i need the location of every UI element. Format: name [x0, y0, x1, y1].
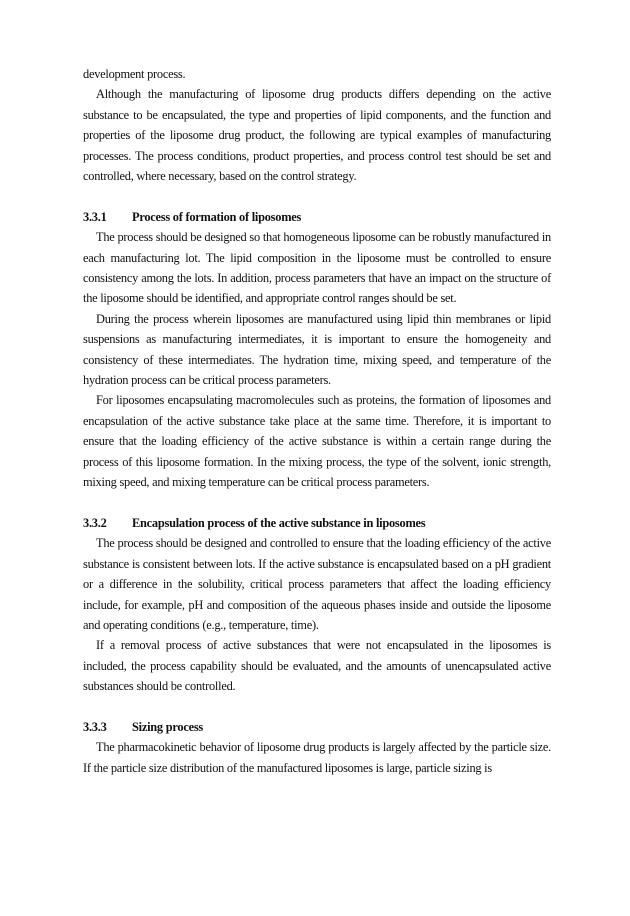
section-number: 3.3.1 — [83, 209, 107, 224]
intro-paragraph-continued: development process. — [83, 67, 186, 81]
section-3-3-1-paragraph-1: The process should be designed so that homogeneous liposome can be robustly manufactured in each manufacturing lot. The lipid composition in the liposome must be controlled to ensure consistency among the lots. In addition, process parameters that have an impact on the structure of the liposome should be identified, and appropriate control ranges should be set. — [83, 230, 551, 306]
section-heading-3-3-2 — [83, 513, 551, 533]
document-page — [83, 64, 551, 778]
section-heading-3-3-1 — [83, 207, 551, 227]
section-heading-3-3-3 — [83, 717, 551, 737]
section-3-3-1-paragraph-2: During the process wherein liposomes are manufactured using lipid thin membranes or lipid suspensions as manufacturing intermediates, it is important to ensure the homogeneity and consistency of these intermediates. The hydration time, mixing speed, and temperature of the hydration process can be critical process parameters. — [83, 311, 551, 388]
intro-paragraph: Although the manufacturing of liposome drug products differs depending on the active substance to be encapsulated, the type and properties of lipid components, and the function and properties of the liposome drug product, the following are typical examples of manufacturing processes. The process conditions, product properties, and process control test should be set and controlled, where necessary, based on the control strategy. — [83, 87, 551, 184]
section-3-3-3-paragraph-1: The pharmacokinetic behavior of liposome drug products is largely affected by the particle size. If the particle size distribution of the manufactured liposomes is large, particle sizing is — [83, 740, 551, 775]
section-title: Sizing process — [132, 719, 203, 734]
section-number: 3.3.3 — [83, 719, 107, 734]
section-title: Process of formation of liposomes — [132, 209, 302, 224]
section-3-3-2-paragraph-2: If a removal process of active substances that were not encapsulated in the liposomes is included, the process capability should be evaluated, and the amounts of unencapsulated active substances should be controlled. — [83, 638, 551, 694]
section-3-3-1-paragraph-3: For liposomes encapsulating macromolecules such as proteins, the formation of liposomes and encapsulation of the active substance take place at the same time. Therefore, it is important to ensure that the loading efficiency of the active substance is within a certain range during the process of this liposome formation. In the mixing process, the type of the solvent, ionic strength, mixing speed, and mixing temperature can be critical process parameters. — [83, 393, 551, 490]
section-3-3-2-paragraph-1: The process should be designed and controlled to ensure that the loading efficiency of the active substance is consistent between lots. If the active substance is encapsulated based on a pH gradient or a difference in the solubility, critical process parameters that affect the loading efficiency include, for example, pH and composition of the aqueous phases inside and outside the liposome and operating conditions (e.g., temperature, time). — [83, 536, 551, 632]
section-title: Encapsulation process of the active substance in liposomes — [132, 515, 426, 530]
section-number: 3.3.2 — [83, 515, 107, 530]
